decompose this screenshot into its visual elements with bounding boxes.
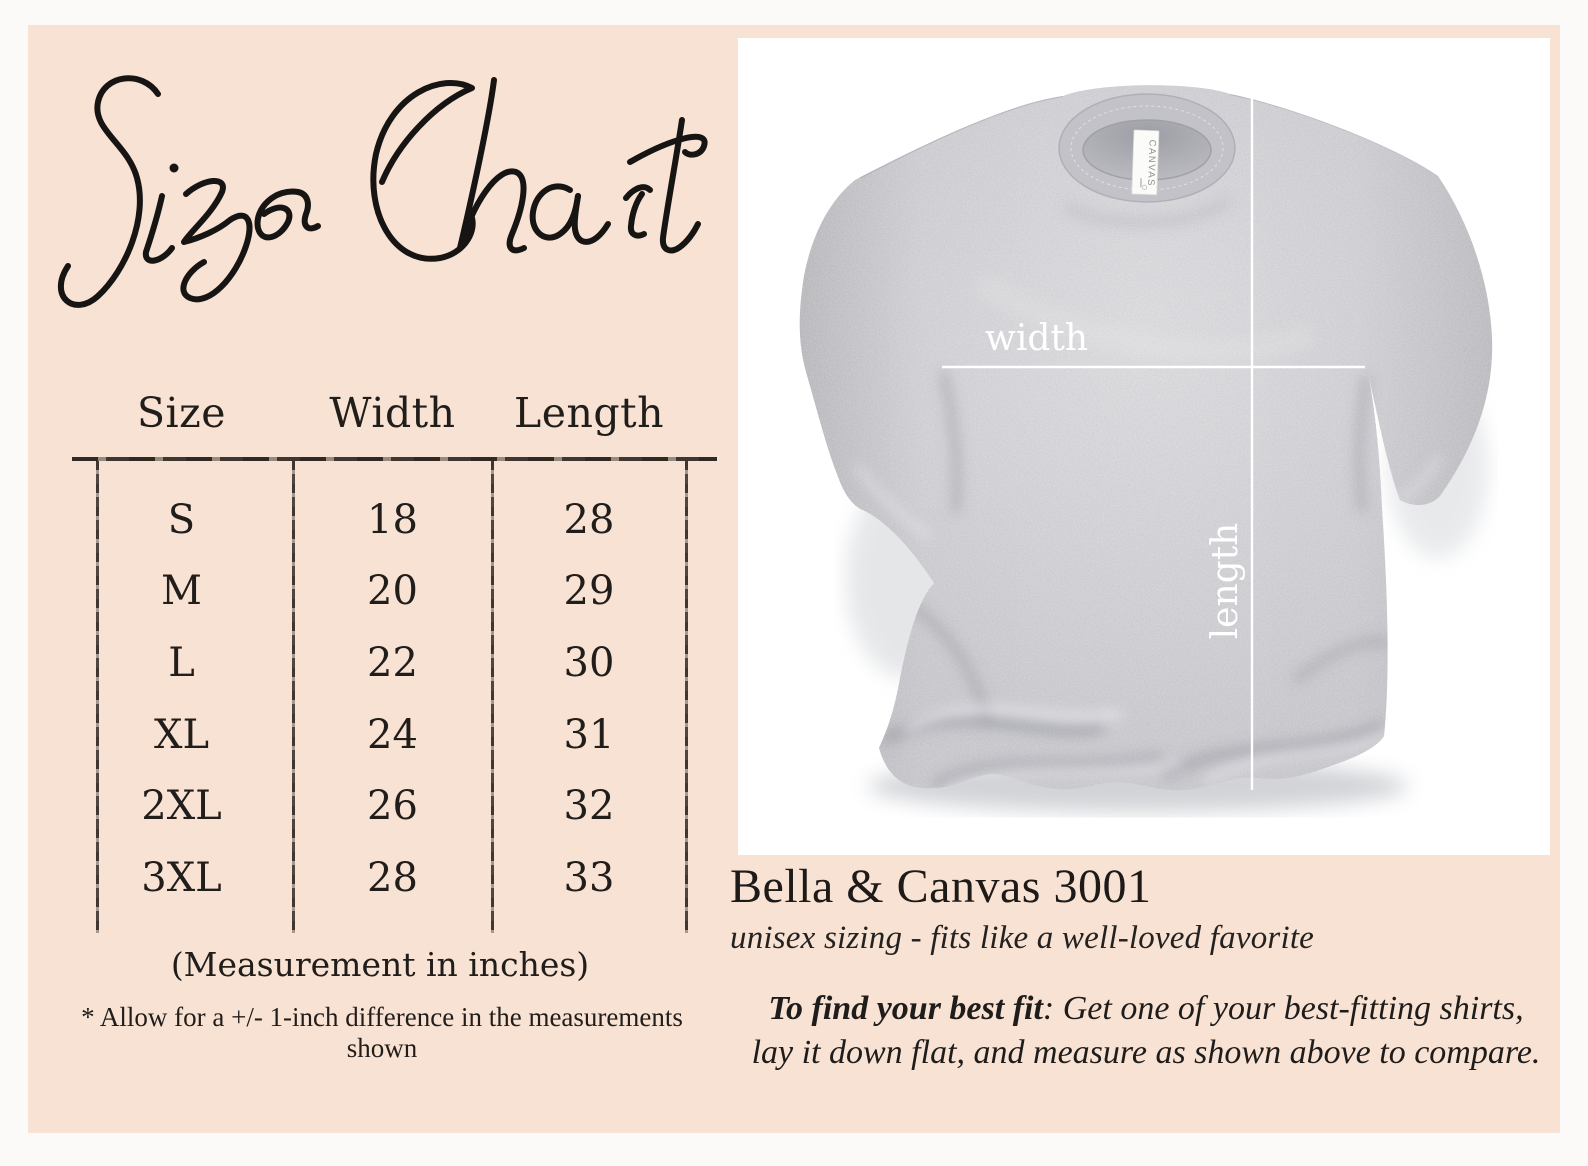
table-row [70, 556, 718, 628]
fit-tip-rest: : Get one of your best-fitting shirts, [1042, 989, 1524, 1027]
cell-width: 22 [367, 639, 418, 686]
cell-length: 28 [563, 496, 615, 543]
width-label: width [985, 318, 1089, 359]
table-row [70, 627, 718, 699]
size-table [70, 380, 718, 965]
product-info [730, 861, 1562, 1075]
tag-brand-text: CANVAS [1145, 139, 1158, 188]
cell-length: 31 [563, 711, 615, 758]
cell-length: 29 [563, 568, 615, 615]
table-row [70, 770, 718, 842]
cell-size: 2XL [141, 783, 222, 830]
tshirt-photo-panel [738, 38, 1550, 855]
product-tagline: unisex sizing - fits like a well-loved favorite [730, 919, 1315, 956]
cell-width: 24 [367, 711, 418, 758]
size-table-header [70, 380, 718, 446]
table-row [70, 699, 718, 771]
cell-size: 3XL [141, 854, 222, 901]
cell-width: 28 [367, 854, 418, 901]
cell-size: M [161, 568, 202, 615]
column-header-width: Width [329, 389, 456, 437]
size-table-body [70, 484, 718, 914]
cell-width: 26 [367, 783, 418, 830]
title-script-size-chart [40, 60, 720, 330]
cell-size: XL [153, 711, 210, 758]
cell-width: 18 [367, 496, 418, 543]
tshirt-illustration [738, 38, 1550, 855]
fit-instructions [730, 987, 1562, 1075]
length-label: length [1205, 522, 1246, 640]
tolerance-footnote: * Allow for a +/- 1-inch difference in the measurements shown [81, 1002, 683, 1063]
table-top-rule [72, 457, 717, 461]
cell-size: S [167, 496, 196, 543]
cell-length: 33 [563, 854, 615, 901]
table-row [70, 842, 718, 914]
neck-tag [1132, 130, 1159, 195]
peach-card [28, 25, 1560, 1133]
cell-size: L [168, 639, 195, 686]
column-header-length: Length [513, 389, 665, 437]
fit-tip-lead: To find your best fit [768, 989, 1043, 1027]
fit-tip-line2: lay it down flat, and measure as shown above to compare. [751, 1033, 1541, 1071]
table-row [70, 484, 718, 556]
measurement-unit-note: (Measurement in inches) [170, 945, 590, 984]
cell-width: 20 [367, 568, 418, 615]
column-header-size: Size [136, 389, 227, 437]
product-name: Bella & Canvas 3001 [730, 860, 1152, 913]
cell-length: 30 [563, 639, 615, 686]
cell-length: 32 [563, 783, 615, 830]
